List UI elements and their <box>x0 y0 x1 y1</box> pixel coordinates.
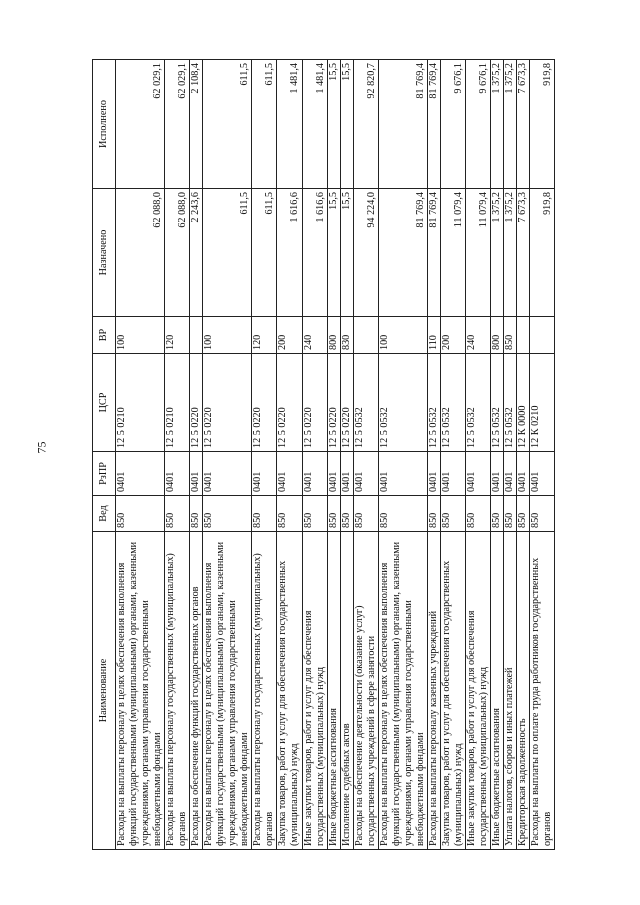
table-row <box>530 60 555 850</box>
cell-vr: 100 <box>116 317 165 354</box>
cell-assigned: 1 616,6 <box>302 189 327 317</box>
cell-ved: 850 <box>353 496 378 532</box>
header-name: Наименование <box>93 532 116 850</box>
cell-executed: 92 820,7 <box>353 60 378 189</box>
table-row <box>440 60 465 850</box>
cell-csr: 12 5 0210 <box>165 354 190 452</box>
cell-ved: 850 <box>504 496 517 532</box>
cell-ved: 850 <box>165 496 190 532</box>
cell-name: Иные бюджетные ассигнования <box>490 532 503 850</box>
table-header-row <box>93 60 116 850</box>
cell-csr: 12 5 0220 <box>277 354 302 452</box>
cell-name: Расходы на обеспечение функций государственных органов <box>190 532 203 850</box>
cell-ved: 850 <box>340 496 353 532</box>
cell-rzpr: 0401 <box>378 452 427 496</box>
budget-table <box>92 59 555 850</box>
cell-csr: 12 5 0532 <box>353 354 378 452</box>
cell-assigned: 94 224,0 <box>353 189 378 317</box>
cell-assigned: 919,8 <box>530 189 555 317</box>
cell-assigned: 1 375,2 <box>504 189 517 317</box>
table-row <box>203 60 252 850</box>
cell-ved: 850 <box>327 496 340 532</box>
cell-vr: 200 <box>440 317 465 354</box>
cell-name: Иные бюджетные ассигнования <box>327 532 340 850</box>
cell-name: Уплата налогов, сборов и иных платежей <box>504 532 517 850</box>
cell-executed: 62 029,1 <box>116 60 165 189</box>
cell-name: Расходы на выплаты персоналу государственных (муниципальных) органов <box>165 532 190 850</box>
table-row <box>252 60 277 850</box>
cell-assigned: 81 769,4 <box>378 189 427 317</box>
header-vr: ВР <box>93 317 116 354</box>
cell-rzpr: 0401 <box>490 452 503 496</box>
cell-csr: 12 5 0220 <box>203 354 252 452</box>
cell-assigned: 11 079,4 <box>440 189 465 317</box>
cell-ved: 850 <box>530 496 555 532</box>
cell-executed: 15,5 <box>340 60 353 189</box>
cell-rzpr: 0401 <box>353 452 378 496</box>
cell-name: Расходы на обеспечение деятельности (оказание услуг) государственных учреждений в сфере занятости <box>353 532 378 850</box>
cell-executed: 9 676,1 <box>440 60 465 189</box>
cell-vr <box>517 317 530 354</box>
cell-csr: 12 5 0220 <box>302 354 327 452</box>
cell-vr: 120 <box>252 317 277 354</box>
cell-rzpr: 0401 <box>190 452 203 496</box>
rotated-table-container <box>92 60 555 850</box>
header-csr: ЦСР <box>93 354 116 452</box>
table-row <box>116 60 165 850</box>
cell-rzpr: 0401 <box>530 452 555 496</box>
page-number: 75 <box>34 441 49 454</box>
table-row <box>165 60 190 850</box>
cell-ved: 850 <box>302 496 327 532</box>
cell-name: Исполнение судебных актов <box>340 532 353 850</box>
table-row <box>340 60 353 850</box>
cell-rzpr: 0401 <box>340 452 353 496</box>
table-row <box>302 60 327 850</box>
cell-csr: 12 5 0220 <box>190 354 203 452</box>
cell-vr: 100 <box>378 317 427 354</box>
cell-ved: 850 <box>517 496 530 532</box>
header-executed: Исполнено <box>93 60 116 189</box>
cell-rzpr: 0401 <box>440 452 465 496</box>
cell-name: Расходы на выплаты персоналу в целях обеспечения выполнения функций государственными (муниципальными) органами, казенными учреждениями, органами управления государственными внебюджетными фондами <box>203 532 252 850</box>
cell-csr: 12 К 0000 <box>517 354 530 452</box>
cell-name: Закупка товаров, работ и услуг для обеспечения государственных (муниципальных) нужд <box>440 532 465 850</box>
cell-csr: 12 5 0532 <box>465 354 490 452</box>
cell-vr: 110 <box>427 317 440 354</box>
table-row <box>190 60 203 850</box>
cell-assigned: 62 088,0 <box>116 189 165 317</box>
cell-executed: 81 769,4 <box>427 60 440 189</box>
header-ved: Вед <box>93 496 116 532</box>
cell-name: Закупка товаров, работ и услуг для обеспечения государственных (муниципальных) нужд <box>277 532 302 850</box>
cell-name: Расходы на выплаты персоналу в целях обеспечения выполнения функций государственными (муниципальными) органами, казенными учреждениями, органами управления государственными внебюджетными фондами <box>378 532 427 850</box>
cell-csr: 12 5 0532 <box>440 354 465 452</box>
cell-assigned: 11 079,4 <box>465 189 490 317</box>
table-row <box>427 60 440 850</box>
cell-vr: 120 <box>165 317 190 354</box>
cell-executed: 1 481,4 <box>277 60 302 189</box>
cell-ved: 850 <box>378 496 427 532</box>
cell-ved: 850 <box>440 496 465 532</box>
cell-csr: 12 5 0532 <box>378 354 427 452</box>
cell-name: Расходы на выплаты персоналу государственных (муниципальных) органов <box>252 532 277 850</box>
cell-rzpr: 0401 <box>465 452 490 496</box>
cell-name: Расходы на выплаты персоналу казенных учреждений <box>427 532 440 850</box>
cell-vr: 850 <box>504 317 517 354</box>
cell-rzpr: 0401 <box>504 452 517 496</box>
cell-ved: 850 <box>465 496 490 532</box>
cell-assigned: 1 616,6 <box>277 189 302 317</box>
cell-rzpr: 0401 <box>517 452 530 496</box>
table-row <box>327 60 340 850</box>
cell-executed: 9 676,1 <box>465 60 490 189</box>
cell-vr <box>190 317 203 354</box>
cell-rzpr: 0401 <box>203 452 252 496</box>
cell-executed: 919,8 <box>530 60 555 189</box>
cell-executed: 611,5 <box>252 60 277 189</box>
cell-ved: 850 <box>116 496 165 532</box>
cell-assigned: 611,5 <box>203 189 252 317</box>
cell-assigned: 15,5 <box>340 189 353 317</box>
cell-executed: 1 375,2 <box>490 60 503 189</box>
header-assigned: Назначено <box>93 189 116 317</box>
cell-executed: 2 108,4 <box>190 60 203 189</box>
cell-name: Кредиторская задолженность <box>517 532 530 850</box>
cell-ved: 850 <box>252 496 277 532</box>
cell-vr: 800 <box>490 317 503 354</box>
table-row <box>353 60 378 850</box>
cell-vr <box>530 317 555 354</box>
cell-csr: 12 5 0532 <box>490 354 503 452</box>
cell-rzpr: 0401 <box>116 452 165 496</box>
cell-rzpr: 0401 <box>277 452 302 496</box>
cell-ved: 850 <box>277 496 302 532</box>
cell-executed: 7 673,3 <box>517 60 530 189</box>
cell-ved: 850 <box>490 496 503 532</box>
cell-vr: 200 <box>277 317 302 354</box>
cell-assigned: 1 375,2 <box>490 189 503 317</box>
table-row <box>504 60 517 850</box>
cell-executed: 62 029,1 <box>165 60 190 189</box>
cell-name: Иные закупки товаров, работ и услуг для обеспечения государственных (муниципальных) нужд <box>302 532 327 850</box>
cell-vr: 240 <box>465 317 490 354</box>
cell-vr: 240 <box>302 317 327 354</box>
cell-assigned: 7 673,3 <box>517 189 530 317</box>
cell-rzpr: 0401 <box>302 452 327 496</box>
cell-assigned: 611,5 <box>252 189 277 317</box>
cell-name: Расходы на выплаты персоналу в целях обеспечения выполнения функций государственными (муниципальными) органами, казенными учреждениями, органами управления государственными внебюджетными фондами <box>116 532 165 850</box>
table-row <box>465 60 490 850</box>
cell-vr: 800 <box>327 317 340 354</box>
cell-csr: 12 5 0532 <box>504 354 517 452</box>
cell-ved: 850 <box>203 496 252 532</box>
table-row <box>517 60 530 850</box>
cell-assigned: 15,5 <box>327 189 340 317</box>
cell-rzpr: 0401 <box>165 452 190 496</box>
cell-executed: 81 769,4 <box>378 60 427 189</box>
table-row <box>490 60 503 850</box>
cell-vr: 100 <box>203 317 252 354</box>
cell-name: Иные закупки товаров, работ и услуг для обеспечения государственных (муниципальных) нужд <box>465 532 490 850</box>
cell-csr: 12 5 0210 <box>116 354 165 452</box>
cell-assigned: 62 088,0 <box>165 189 190 317</box>
cell-executed: 611,5 <box>203 60 252 189</box>
cell-rzpr: 0401 <box>252 452 277 496</box>
cell-executed: 15,5 <box>327 60 340 189</box>
cell-executed: 1 375,2 <box>504 60 517 189</box>
cell-csr: 12 5 0220 <box>327 354 340 452</box>
table-row <box>378 60 427 850</box>
cell-name: Расходы на выплаты по оплате труда работников государственных органов <box>530 532 555 850</box>
cell-executed: 1 481,4 <box>302 60 327 189</box>
cell-csr: 12 5 0220 <box>252 354 277 452</box>
cell-assigned: 81 769,4 <box>427 189 440 317</box>
header-rzpr: РзПР <box>93 452 116 496</box>
table-row <box>277 60 302 850</box>
cell-rzpr: 0401 <box>327 452 340 496</box>
cell-rzpr: 0401 <box>427 452 440 496</box>
cell-csr: 12 5 0220 <box>340 354 353 452</box>
cell-csr: 12 5 0532 <box>427 354 440 452</box>
cell-vr: 830 <box>340 317 353 354</box>
cell-ved: 850 <box>427 496 440 532</box>
cell-csr: 12 К 0210 <box>530 354 555 452</box>
cell-ved: 850 <box>190 496 203 532</box>
cell-vr <box>353 317 378 354</box>
cell-assigned: 2 243,6 <box>190 189 203 317</box>
